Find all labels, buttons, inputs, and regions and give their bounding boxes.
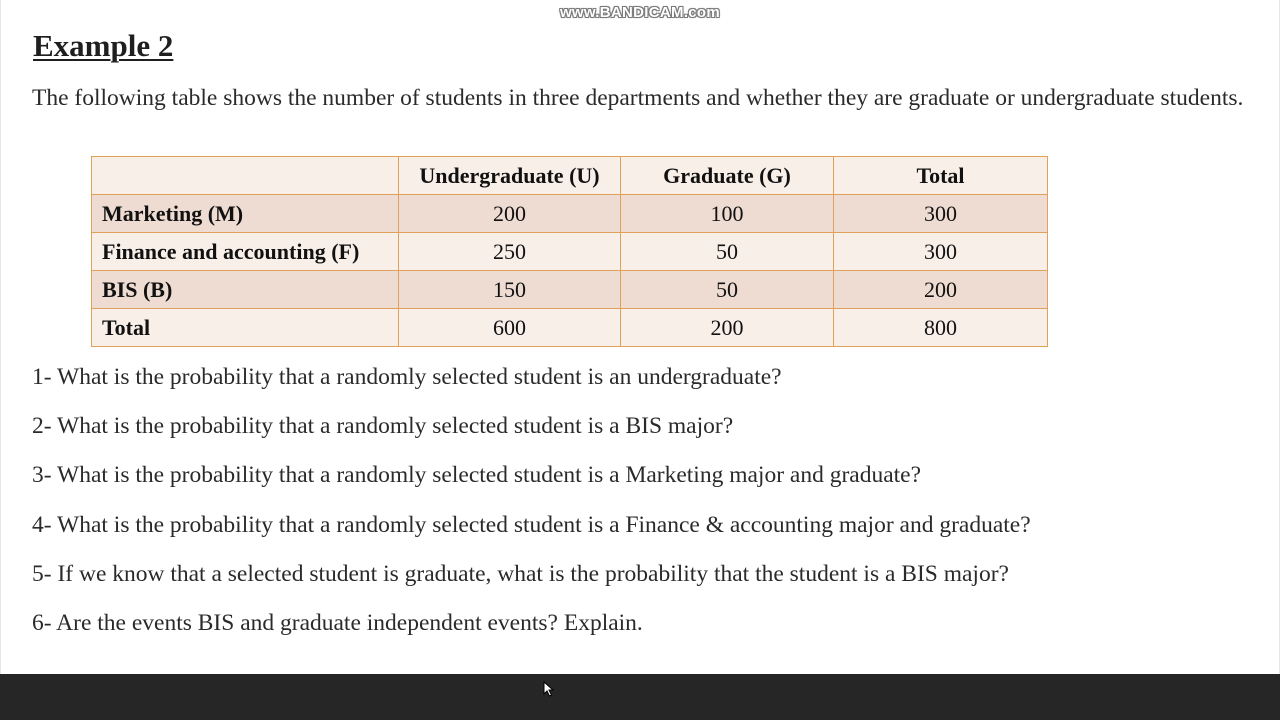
table-row [92, 309, 1048, 347]
question-list [32, 362, 1031, 657]
table-row [92, 271, 1048, 309]
table-header-cell: Undergraduate (U) [399, 157, 621, 195]
table-cell: 600 [399, 309, 621, 347]
table-row [92, 195, 1048, 233]
question-item: 6- Are the events BIS and graduate independent events? Explain. [32, 609, 643, 636]
table-cell: 200 [834, 271, 1048, 309]
table-cell: 300 [834, 233, 1048, 271]
table-header-cell: Total [834, 157, 1048, 195]
question-item: 5- If we know that a selected student is graduate, what is the probability that the student is a BIS major? [32, 560, 1009, 587]
intro-paragraph: The following table shows the number of students in three departments and whether they are graduate or undergraduate students. [32, 85, 1244, 111]
recording-watermark: www.BANDICAM.com [559, 4, 721, 21]
row-label: Total [92, 309, 399, 347]
table-cell: 200 [399, 195, 621, 233]
table-cell: 50 [621, 271, 834, 309]
table-header-cell: Graduate (G) [621, 157, 834, 195]
row-label: Finance and accounting (F) [92, 233, 399, 271]
row-label: Marketing (M) [92, 195, 399, 233]
table-cell: 50 [621, 233, 834, 271]
table-cell: 300 [834, 195, 1048, 233]
table-row [92, 233, 1048, 271]
taskbar [0, 674, 1280, 720]
question-item: 2- What is the probability that a randomly selected student is a BIS major? [32, 413, 734, 440]
mouse-pointer-icon [543, 681, 555, 697]
question-item: 4- What is the probability that a randomly selected student is a Finance & accounting major and graduate? [32, 511, 1031, 538]
table-header-row [92, 157, 1048, 195]
question-item: 3- What is the probability that a randomly selected student is a Marketing major and graduate? [32, 462, 922, 489]
table-header-cell [92, 157, 399, 195]
slide-title: Example 2 [33, 28, 174, 63]
table-cell: 800 [834, 309, 1048, 347]
table-cell: 100 [621, 195, 834, 233]
table-cell: 200 [621, 309, 834, 347]
table-cell: 250 [399, 233, 621, 271]
table-cell: 150 [399, 271, 621, 309]
row-label: BIS (B) [92, 271, 399, 309]
students-table [91, 156, 1048, 347]
question-item: 1- What is the probability that a randomly selected student is an undergraduate? [32, 364, 782, 390]
